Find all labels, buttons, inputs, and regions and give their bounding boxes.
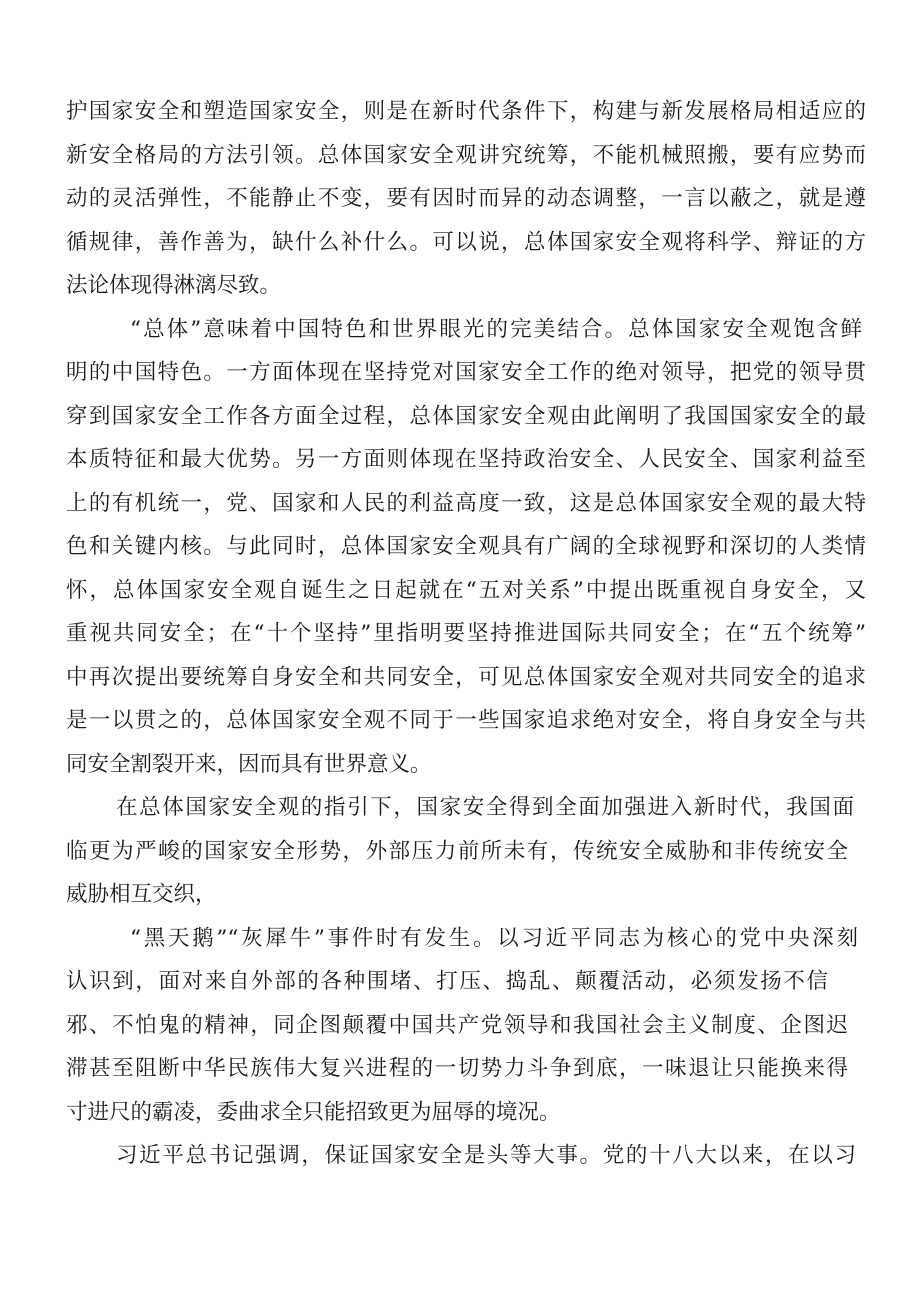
text-line: “总体”意味着中国特色和世界眼光的完美结合。总体国家安全观饱含鲜 xyxy=(130,317,862,342)
text-line: 色和关键内核。与此同时，总体国家安全观具有广阔的全球视野和深切的人类情 xyxy=(66,534,866,559)
text-line: 滞甚至阻断中华民族伟大复兴进程的一切势力斗争到底，一味退让只能换来得 xyxy=(66,1056,848,1081)
text-line: 法论体现得淋漓尽致。 xyxy=(66,273,282,298)
text-line: 动的灵活弹性，不能静止不变，要有因时而异的动态调整，一言以蔽之，就是遵 xyxy=(66,186,866,211)
text-line: 同安全割裂开来，因而具有世界意义。 xyxy=(66,752,432,777)
text-line: 威胁相互交织， xyxy=(66,882,217,907)
text-line: 上的有机统一，党、国家和人民的利益高度一致，这是总体国家安全观的最大特 xyxy=(66,491,866,516)
text-line: 明的中国特色。一方面体现在坚持党对国家安全工作的绝对领导，把党的领导贯 xyxy=(66,360,866,385)
text-line: 习近平总书记强调，保证国家安全是头等大事。党的十八大以来，在以习 xyxy=(116,1143,856,1168)
text-line: 新安全格局的方法引领。总体国家安全观讲究统筹，不能机械照搬，要有应势而 xyxy=(66,143,866,168)
text-line: 寸进尺的霸凌，委曲求全只能招致更为屈辱的境况。 xyxy=(66,1100,561,1125)
text-line: 循规律，善作善为，缺什么补什么。可以说，总体国家安全观将科学、辩证的方 xyxy=(66,230,866,255)
text-line: 本质特征和最大优势。另一方面则体现在坚持政治安全、人民安全、国家利益至 xyxy=(66,447,866,472)
text-line: 认识到，面对来自外部的各种围堵、打压、捣乱、颠覆活动，必须发扬不信 xyxy=(66,969,828,994)
text-line: 是一以贯之的，总体国家安全观不同于一些国家追求绝对安全，将自身安全与共 xyxy=(66,708,866,733)
text-line: 在总体国家安全观的指引下，国家安全得到全面加强进入新时代，我国面 xyxy=(116,795,854,820)
text-line: 护国家安全和塑造国家安全，则是在新时代条件下，构建与新发展格局相适应的 xyxy=(66,99,866,124)
text-line: 穿到国家安全工作各方面全过程，总体国家安全观由此阐明了我国国家安全的最 xyxy=(66,404,866,429)
text-line: “黑天鹅”“灰犀牛”事件时有发生。以习近平同志为核心的党中央深刻 xyxy=(130,926,858,951)
text-line: 临更为严峻的国家安全形势，外部压力前所未有，传统安全威胁和非传统安全 xyxy=(66,839,848,864)
text-line: 怀，总体国家安全观自诞生之日起就在“五对关系”中提出既重视自身安全，又 xyxy=(66,578,866,603)
text-line: 重视共同安全；在“十个坚持”里指明要坚持推进国际共同安全；在“五个统筹” xyxy=(66,621,866,646)
text-line: 中再次提出要统筹自身安全和共同安全，可见总体国家安全观对共同安全的追求 xyxy=(66,665,866,690)
text-line: 邪、不怕鬼的精神，同企图颠覆中国共产党领导和我国社会主义制度、企图迟 xyxy=(66,1013,848,1038)
